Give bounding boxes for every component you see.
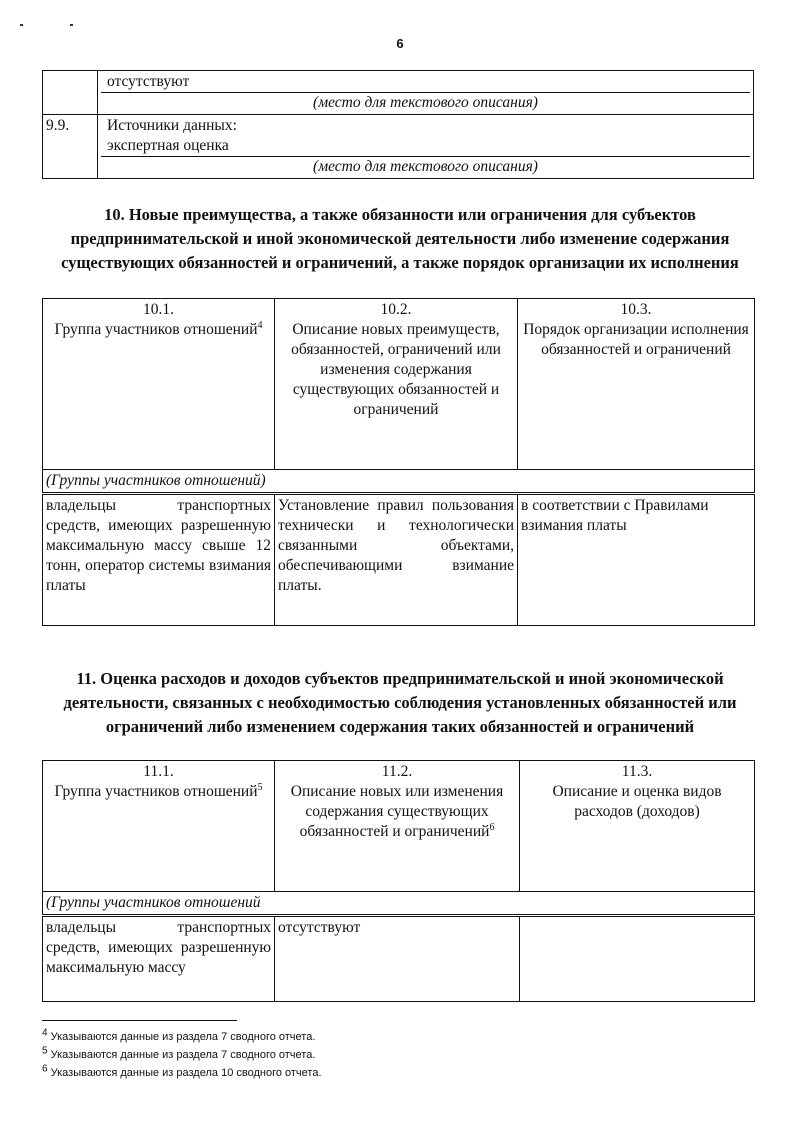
row-caption: (место для текстового описания) (313, 94, 538, 111)
table-header-row (43, 761, 755, 892)
section10-table (42, 298, 755, 626)
column-label: Описание и оценка видов расходов (доходов) (552, 783, 722, 820)
cell-participants: владельцы транспортных средств, имеющих разрешенную максимальную массу свыше 12 тонн, оператор системы взимания платы (43, 494, 275, 626)
column-header-1 (43, 761, 275, 892)
cell-description: отсутствуют (275, 916, 520, 1002)
column-label: Порядок организации исполнения обязанностей и ограничений (523, 321, 749, 358)
section11-title: 11. Оценка расходов и доходов субъектов предпринимательской и иной экономической деятельности, связанных с необходимостью соблюдения установленных обязанностей или ограничений либо изменением содержания таких обязанностей и ограничений (63, 669, 737, 736)
column-number: 11.1. (143, 763, 174, 780)
group-row (43, 470, 755, 494)
column-number: 11.3. (621, 763, 653, 780)
cell-description: Установление правил пользования технически и технологически связанными объектами, обеспечивающими взимание платы. (275, 494, 518, 626)
column-header-1 (43, 299, 275, 470)
column-label: Группа участников отношений$^5$ (54, 781, 263, 800)
row-content (98, 71, 754, 115)
row-number (43, 71, 98, 115)
column-header-3 (518, 299, 755, 470)
footnote: $^4$ Указываются данные из раздела 7 сводного отчета. (42, 1027, 316, 1043)
column-label: Описание новых или изменения содержания существующих обязанностей и ограничений$^6$ (290, 783, 504, 840)
group-row-label: (Группы участников отношений) (43, 470, 755, 494)
scan-speck (20, 24, 23, 26)
row-text: экспертная оценка (101, 136, 750, 157)
row-text: отсутствуют (101, 72, 750, 93)
row-number: 9.9. (43, 115, 98, 179)
section9-table (42, 70, 754, 179)
footnote-divider (42, 1020, 237, 1021)
cell-procedure: в соответствии с Правилами взимания платы (518, 494, 755, 626)
column-header-3 (520, 761, 755, 892)
row-content (98, 115, 754, 179)
column-label: Группа участников отношений$^4$ (54, 319, 263, 338)
table-row (43, 916, 755, 1002)
column-number: 11.2. (381, 763, 413, 780)
column-header-2 (275, 299, 518, 470)
column-number: 10.1. (143, 301, 174, 318)
table-row (43, 71, 754, 115)
group-row (43, 892, 755, 916)
row-label: Источники данных: (107, 117, 237, 134)
table-row (43, 494, 755, 626)
page-number: 6 (396, 36, 404, 51)
section10-title: 10. Новые преимущества, а также обязанности или ограничения для субъектов предпринимательской и иной экономической деятельности либо изменение содержания существующих обязанностей и ограничений, а также порядок организации их исполнения (61, 205, 739, 272)
column-header-2 (275, 761, 520, 892)
footnotes (42, 1028, 322, 1082)
row-caption: (место для текстового описания) (313, 158, 538, 175)
column-label: Описание новых преимуществ, обязанностей, ограничений или изменения содержания существующих обязанностей и ограничений (291, 321, 501, 418)
footnote: $^6$ Указываются данные из раздела 10 сводного отчета. (42, 1063, 322, 1079)
footnote: $^5$ Указываются данные из раздела 7 сводного отчета. (42, 1045, 316, 1061)
group-row-label: (Группы участников отношений (43, 892, 755, 916)
table-header-row (43, 299, 755, 470)
column-number: 10.2. (380, 301, 412, 318)
section11-table (42, 760, 755, 1002)
cell-participants: владельцы транспортных средств, имеющих разрешенную максимальную массу (43, 916, 275, 1002)
table-row (43, 115, 754, 179)
scan-speck (70, 24, 73, 26)
column-number: 10.3. (620, 301, 652, 318)
cell-costs (520, 916, 755, 1002)
